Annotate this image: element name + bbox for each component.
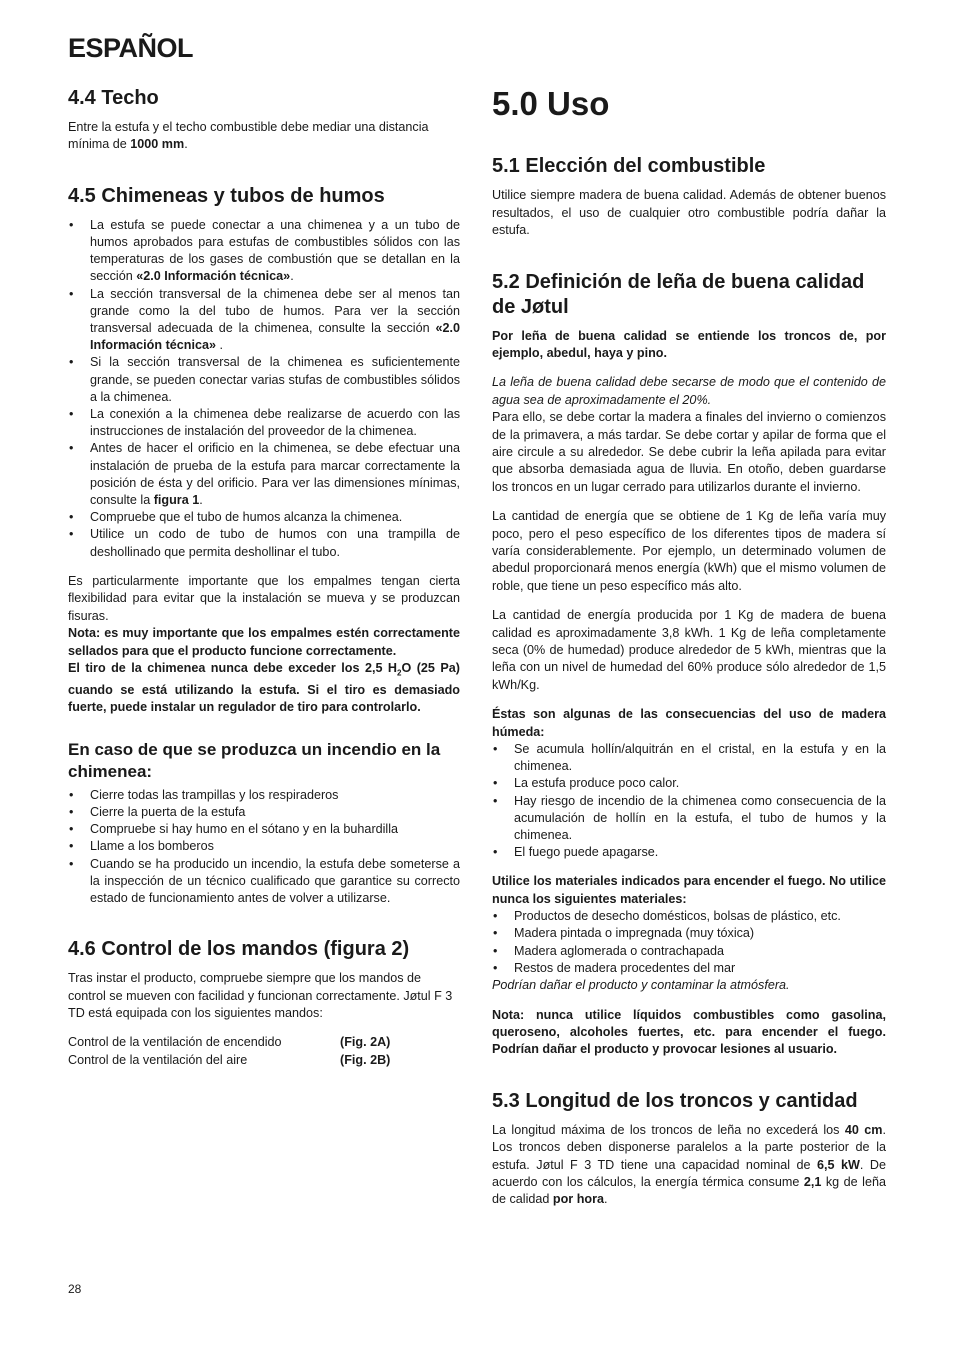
chimney-fire-title: En caso de que se produzca un incendio en la chimenea: bbox=[68, 739, 441, 781]
fire-bullet-list bbox=[68, 787, 460, 907]
section-5-1-text: Utilice siempre madera de buena calidad. Además de obtener buenos resultados, el uso de cualquier otro combustible podría dañar la estufa. bbox=[492, 188, 886, 238]
good-wood-intro: Por leña de buena calidad se entiende los troncos de, por ejemplo, abedul, haya y pino. bbox=[492, 328, 886, 360]
list-item: • Hay riesgo de incendio de la chimenea como consecuencia de la acumulación de hollín en la estufa, el tubo de humos y la chimenea. bbox=[493, 793, 886, 843]
list-item: • Compruebe si hay humo en el sótano y en la buhardilla bbox=[69, 822, 399, 837]
list-item: • El fuego puede apagarse. bbox=[493, 845, 659, 860]
section-4-6-title: 4.6 Control de los mandos (figura 2) bbox=[68, 938, 410, 961]
chimney-bullet-list bbox=[68, 217, 460, 561]
section-4-5-title: 4.5 Chimeneas y tubos de humos bbox=[68, 184, 385, 207]
wet-wood-list bbox=[492, 741, 886, 861]
list-item: • Cuando se ha producido un incendio, la estufa debe someterse a la inspección de un técnico cualificado que garantice su correcto estado de funcionamiento antes de volver a utilizarse. bbox=[69, 856, 460, 906]
list-item: • Si la sección transversal de la chimenea es suficientemente grande, se pueden conectar varias stufas de combustibles sólidos a la chimenea. bbox=[69, 355, 460, 404]
list-item: • Madera pintada o impregnada (muy tóxica) bbox=[493, 926, 755, 941]
section-5-1-title: 5.1 Elección del combustible bbox=[492, 155, 766, 178]
energy-quantity-paragraph: La cantidad de energía producida por 1 Kg de madera de buena calidad es aproximadamente 3,8 kWh. 1 Kg de leña completamente seca (0% de humedad) produce alrededor de 5 kWh, mientras que la leña con un nivel de humedad del 60% produce sólo alrededor de 1,5 kWh/Kg. bbox=[492, 608, 886, 692]
materials-list bbox=[492, 908, 886, 977]
list-item: • Restos de madera procedentes del mar bbox=[493, 960, 736, 975]
section-5-2-title: 5.2 Definición de leña de buena calidad de Jøtul bbox=[492, 270, 865, 318]
language-header: ESPAÑOL bbox=[68, 33, 194, 63]
right-column bbox=[492, 86, 886, 1209]
liquid-fuel-note: Nota: nunca utilice líquidos combustibles como gasolina, queroseno, alcoholes fuertes, etc. para encender el fuego. Podrían dañar el producto y provocar lesiones al usuario. bbox=[492, 1007, 886, 1057]
list-item: • La estufa se puede conectar a una chimenea y a un tubo de humos aprobados para estufas de combustibles sólidos con las temperaturas de los gases de combustión que se detallan en la sección «2.0 Información técnica». bbox=[69, 217, 460, 284]
section-4-4-title: 4.4 Techo bbox=[68, 87, 159, 109]
draft-note: El tiro de la chimenea nunca debe exceder los 2,5 $H_2O$ (25 Pa) cuando se está utilizando la estufa. Si el tiro es demasiado fuerte, puede instalar un regulador de tiro para controlarlo. bbox=[68, 660, 460, 715]
sealing-note: Nota: es muy importante que los empalmes estén correctamente sellados para que el producto funcione correctamente. bbox=[68, 626, 460, 658]
chapter-5-title: 5.0 Uso bbox=[492, 85, 610, 122]
list-item: • Antes de hacer el orificio en la chimenea, se debe efectuar una instalación de prueba de la estufa para marcar correctamente la posición de ésta y del orificio. Para ver las dimensiones mínimas, consulte la figura 1. bbox=[69, 441, 460, 508]
list-item: • Compruebe que el tubo de humos alcanza la chimenea. bbox=[69, 510, 403, 525]
energy-paragraph: La cantidad de energía que se obtiene de 1 Kg de leña varía muy poco, pero el peso específico de los diferentes tipos de madera sí varía considerablemente. Por ejemplo, un determinado volumen de abedul proporcionará menos energía (kWh) que el mismo volumen de roble, que tiene un peso específico más alto. bbox=[492, 509, 886, 593]
section-5-3-title: 5.3 Longitud de los troncos y cantidad bbox=[492, 1089, 858, 1112]
moisture-note: La leña de buena calidad debe secarse de modo que el contenido de agua sea de aproximadamente el 20%. bbox=[492, 375, 886, 407]
list-item: • Se acumula hollín/alquitrán en el cristal, en la estufa y en la chimenea. bbox=[493, 742, 886, 774]
list-item: • Llame a los bomberos bbox=[69, 839, 214, 854]
list-item: • Cierre la puerta de la estufa bbox=[69, 805, 246, 820]
materials-title: Utilice los materiales indicados para encender el fuego. No utilice nunca los siguientes materiales: bbox=[492, 874, 886, 906]
section-4-6-text: Tras instar el producto, compruebe siempre que los mandos de control se mueven con facilidad y funcionan correctamente. Jøtul F 3 TD está equipada con los siguientes mandos: bbox=[68, 971, 453, 1021]
page-number: 28 bbox=[68, 1282, 82, 1296]
left-column bbox=[68, 86, 460, 1069]
list-item: • Cierre todas las trampillas y los respiraderos bbox=[69, 787, 339, 802]
list-item: • Utilice un codo de tubo de humos con una trampilla de deshollinado que permita deshollinar el tubo. bbox=[69, 527, 460, 559]
wet-wood-title: Éstas son algunas de las consecuencias del uso de madera húmeda: bbox=[492, 707, 886, 739]
list-item: • La estufa produce poco calor. bbox=[493, 776, 680, 791]
flexibility-paragraph: Es particularmente importante que los empalmes tengan cierta flexibilidad para evitar que la instalación se mueva y se produzcan fisuras. bbox=[68, 573, 460, 623]
list-item: • La sección transversal de la chimenea debe ser al menos tan grande como la del tubo de humos. Para ver la sección transversal adecuada de la chimenea, consulte la sección «2.0 Información técnica» . bbox=[69, 286, 460, 353]
control-row: Control de la ventilación de encendido (Fig. 2A) bbox=[68, 1035, 391, 1050]
drying-paragraph: Para ello, se debe cortar la madera a finales del invierno o comienzos de la primavera, a más tardar. Se debe cortar y apilar de forma que el aire circule a su alrededor. Se debe cubrir la leña apilada para evitar que absorba demasiada agua de lluvia. En otoño, deben guardarse los troncos en un lugar cerrado para utilizarlos durante el invierno. bbox=[492, 410, 886, 494]
section-5-3-text: La longitud máxima de los troncos de leña no excederá los 40 cm. Los troncos deben disponerse paralelos a la parte posterior de la estufa. Jøtul F 3 TD tiene una capacidad nominal de 6,5 kW. De acuerdo con los cálculos, la energía térmica consume 2,1 kg de leña de calidad por hora. bbox=[492, 1122, 886, 1207]
list-item: • Madera aglomerada o contrachapada bbox=[493, 943, 725, 958]
section-4-4-text: Entre la estufa y el techo combustible debe mediar una distancia mínima de 1000 mm. bbox=[68, 120, 429, 152]
control-row: Control de la ventilación del aire (Fig. 2B) bbox=[68, 1052, 391, 1067]
list-item: • La conexión a la chimenea debe realizarse de acuerdo con las instrucciones de instalación del proveedor de la chimenea. bbox=[69, 407, 460, 439]
materials-warning: Podrían dañar el producto y contaminar la atmósfera. bbox=[492, 978, 790, 993]
list-item: • Productos de desecho domésticos, bolsas de plástico, etc. bbox=[493, 909, 841, 924]
